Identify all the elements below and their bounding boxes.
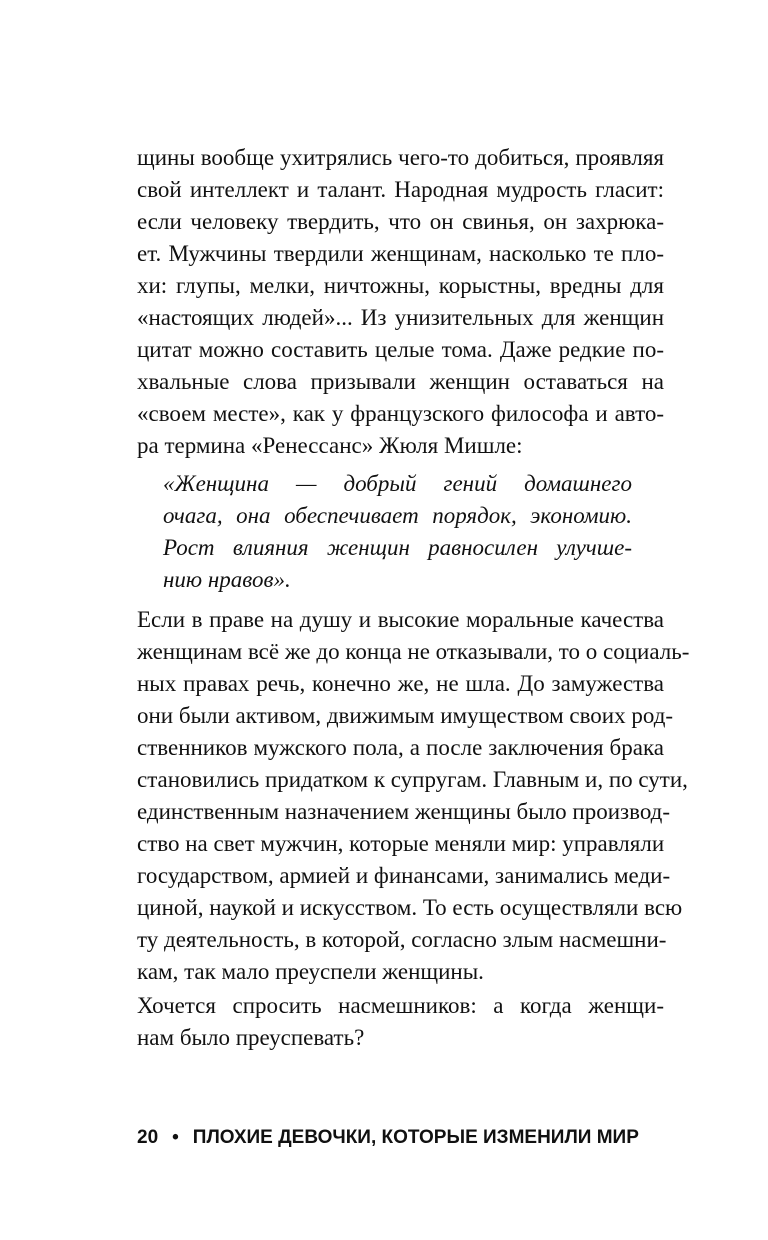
paragraph-line: женщинам всё же до конца не отказывали, то о социаль- (137, 639, 690, 664)
paragraph-line: кам, так мало преуспели женщины. (137, 959, 484, 984)
paragraph-line: ту деятельность, в которой, согласно злым насмешни- (137, 927, 667, 952)
page-footer (137, 1122, 664, 1154)
paragraph-line: ет. Мужчины твердили женщинам, насколько те пло- (137, 241, 664, 266)
michelet-quote (163, 468, 632, 596)
paragraph-2 (137, 604, 690, 988)
paragraph-line: «своем месте», как у французского философа и авто- (137, 401, 664, 426)
paragraph-line: Если в праве на душу и высокие моральные качества (137, 607, 664, 632)
page-number: 20 (137, 1127, 159, 1148)
paragraph-line: ных правах речь, конечно же, не шла. До замужества (137, 671, 664, 696)
paragraph-line: ство на свет мужчин, которые меняли мир: управляли (137, 831, 665, 856)
paragraph-line: нам было преуспевать? (137, 1025, 365, 1050)
paragraph-line: циной, наукой и искусством. То есть осуществляли всю (137, 895, 683, 920)
running-title: ПЛОХИЕ ДЕВОЧКИ, КОТОРЫЕ ИЗМЕНИЛИ МИР (192, 1127, 639, 1148)
quote-line: «Женщина — добрый гений домашнего (163, 471, 632, 496)
paragraph-line: они были активом, движимым имуществом своих род- (137, 703, 674, 728)
paragraph-3 (137, 990, 664, 1054)
paragraph-line: хвальные слова призывали женщин оставаться на (137, 369, 664, 394)
paragraph-line: единственным назначением женщины было производ- (137, 799, 671, 824)
paragraph-line: ственников мужского пола, а после заключения брака (137, 735, 664, 760)
paragraph-line: цитат можно составить целые тома. Даже редкие по- (137, 337, 664, 362)
paragraph-1 (137, 142, 664, 462)
paragraph-line: если человеку твердить, что он свинья, он захрюка- (137, 209, 664, 234)
paragraph-line: становились придатком к супругам. Главным и, по сути, (137, 767, 688, 792)
paragraph-line: щины вообще ухитрялись чего-то добиться, проявляя (137, 145, 664, 170)
paragraph-line: «настоящих людей»... Из унизительных для женщин (137, 305, 664, 330)
quote-line: нию нравов». (163, 567, 291, 592)
paragraph-line: хи: глупы, мелки, ничтожны, корыстны, вредны для (137, 273, 664, 298)
quote-line: очага, она обеспечивает порядок, экономию. (163, 503, 632, 528)
quote-line: Рост влияния женщин равносилен улучше- (163, 535, 632, 560)
paragraph-line: свой интеллект и талант. Народная мудрость гласит: (137, 177, 664, 202)
paragraph-line: Хочется спросить насмешников: а когда женщи- (137, 993, 664, 1018)
footer-separator: • (172, 1127, 179, 1148)
paragraph-line: государством, армией и финансами, занимались меди- (137, 863, 671, 888)
paragraph-line: ра термина «Ренессанс» Жюля Мишле: (137, 433, 523, 458)
